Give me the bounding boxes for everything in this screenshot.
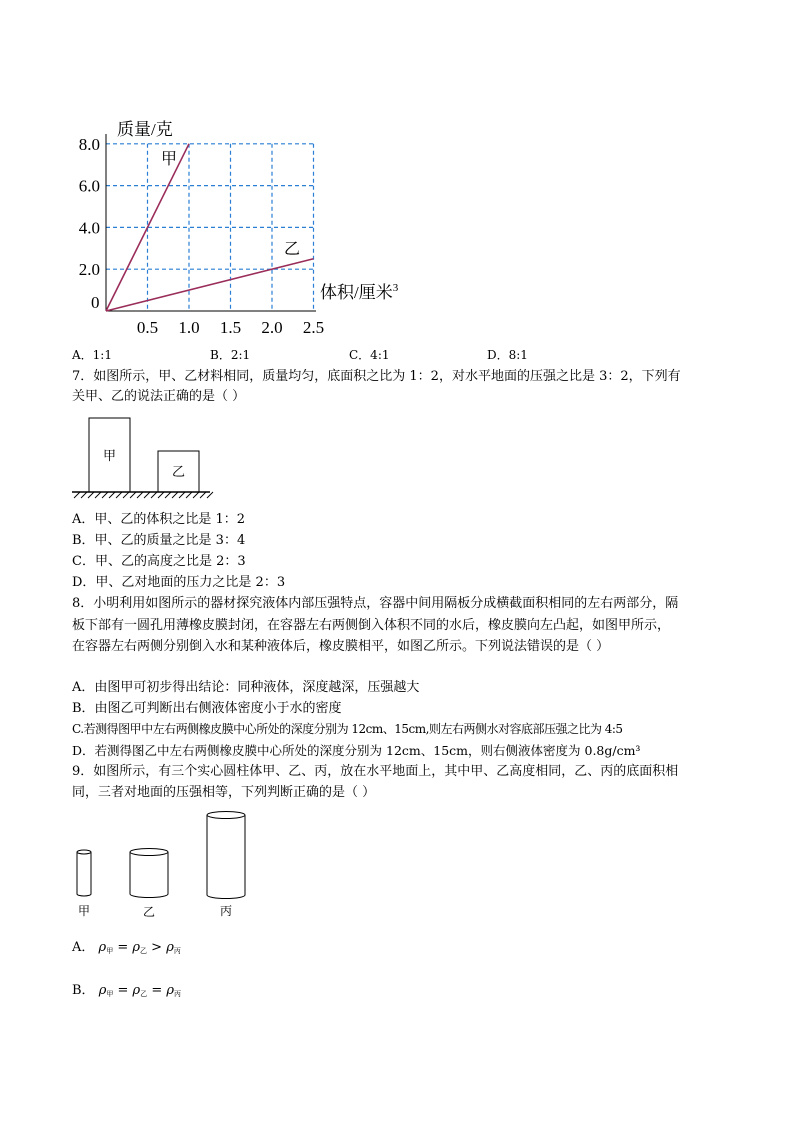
hatch-line bbox=[102, 492, 108, 498]
q8-stem-line3: 在容器左右两侧分别倒入水和某种液体后，橡皮膜相平，如图乙所示。下列说法错误的是（ ） bbox=[72, 639, 610, 654]
hatch-line bbox=[172, 492, 178, 498]
hatch-line bbox=[81, 492, 87, 498]
hatch-line bbox=[186, 492, 192, 498]
q9-figure bbox=[70, 808, 260, 923]
cylinder-bing bbox=[207, 812, 245, 899]
hatch-line bbox=[179, 492, 185, 498]
q6-choice-d[interactable]: D．8:1 bbox=[487, 348, 528, 362]
cylinder-jia bbox=[77, 850, 91, 896]
cylinder-yi-label: 乙 bbox=[143, 905, 156, 919]
cylinder-yi bbox=[130, 849, 168, 898]
hatch-line bbox=[151, 492, 157, 498]
x-tick-label: 1.5 bbox=[219, 318, 242, 337]
x-tick-label: 2.0 bbox=[261, 318, 283, 337]
q7-option-c[interactable]: C．甲、乙的高度之比是 2：3 bbox=[72, 554, 246, 569]
q7-option-b[interactable]: B．甲、乙的质量之比是 3：4 bbox=[72, 533, 246, 548]
hatch-line bbox=[158, 492, 164, 498]
q6-choice-c[interactable]: C．4:1 bbox=[349, 348, 390, 362]
line-yi-label: 乙 bbox=[284, 241, 301, 258]
q8-option-d[interactable]: D．若测得图乙中左右两侧橡皮膜中心所处的深度分别为 12cm、15cm，则右侧液体密度为 0.8g/cm³ bbox=[72, 743, 641, 758]
q8-stem-line1: 8．小明利用如图所示的器材探究液体内部压强特点，容器中间用隔板分成横截面积相同的左右两部分，隔 bbox=[72, 596, 679, 611]
x-tick-label: 2.5 bbox=[302, 318, 325, 337]
mass-volume-graph bbox=[60, 110, 399, 342]
q8-option-b[interactable]: B．由图乙可判断出右侧液体密度小于水的密度 bbox=[72, 701, 342, 716]
block-jia-label: 甲 bbox=[103, 448, 117, 463]
q6-choice-b[interactable]: B．2:1 bbox=[210, 348, 251, 362]
hatch-line bbox=[207, 492, 213, 498]
hatch-line bbox=[109, 492, 115, 498]
hatch-line bbox=[165, 492, 171, 498]
graph-grid bbox=[106, 144, 314, 311]
y-axis-label: 质量/克 bbox=[117, 120, 173, 139]
x-axis-label: 体积/厘米$^3$ bbox=[320, 282, 399, 302]
q6-choice-a[interactable]: A．1:1 bbox=[72, 348, 112, 362]
hatch-line bbox=[200, 492, 206, 498]
hatch-line bbox=[144, 492, 150, 498]
hatch-line bbox=[137, 492, 143, 498]
x-tick-label: 0.5 bbox=[136, 318, 159, 337]
y-tick-label: 2.0 bbox=[78, 260, 100, 280]
q7-figure bbox=[70, 414, 215, 500]
q6-choices bbox=[72, 346, 692, 366]
hatch-line bbox=[193, 492, 199, 498]
x-tick-label: 1.0 bbox=[178, 318, 200, 337]
graph-ticks bbox=[79, 135, 324, 337]
ground-hatching bbox=[74, 492, 213, 498]
q7-stem-line1: 7．如图所示，甲、乙材料相同，质量均匀，底面积之比为 1：2，对水平地面的压强之比是 3：2，下列有 bbox=[72, 369, 681, 384]
q7-option-d[interactable]: D．甲、乙对地面的压力之比是 2：3 bbox=[72, 575, 286, 590]
q8-option-a[interactable]: A．由图甲可初步得出结论：同种液体，深度越深，压强越大 bbox=[72, 680, 420, 695]
q8-option-c[interactable]: C.若测得图甲中左右两侧橡皮膜中心所处的深度分别为 12cm、15cm,则左右两侧水对容底部压强之比为 4:5 bbox=[72, 722, 623, 736]
q9-option-a[interactable]: A． $\rho_甲 = \rho_乙 > \rho_丙$ bbox=[72, 940, 181, 955]
q9-stem-line2: 同，三者对地面的压强相等，下列判断正确的是（ ） bbox=[72, 785, 376, 800]
hatch-line bbox=[95, 492, 101, 498]
hatch-line bbox=[130, 492, 136, 498]
cylinder-bing-label: 丙 bbox=[220, 904, 233, 918]
q9-option-b[interactable]: B． $\rho_甲 = \rho_乙 = \rho_丙$ bbox=[72, 983, 182, 998]
y-tick-label: 8.0 bbox=[78, 134, 100, 154]
y-tick-label: 4.0 bbox=[78, 218, 100, 238]
origin-label: 0 bbox=[91, 293, 100, 312]
hatch-line bbox=[116, 492, 122, 498]
q7-stem-line2: 关甲、乙的说法正确的是（ ） bbox=[72, 389, 246, 404]
y-tick-label: 6.0 bbox=[78, 176, 100, 196]
hatch-line bbox=[74, 492, 80, 498]
hatch-line bbox=[123, 492, 129, 498]
series-line-yi bbox=[106, 259, 314, 311]
q8-stem-line2: 板下部有一圆孔用薄橡皮膜封闭，在容器左右两侧倒入体积不同的水后，橡皮膜向左凸起，如图甲所示， bbox=[72, 618, 671, 633]
q9-stem-line1: 9．如图所示，有三个实心圆柱体甲、乙、丙，放在水平地面上，其中甲、乙高度相同，乙、丙的底面积相 bbox=[72, 764, 679, 779]
q7-option-a[interactable]: A．甲、乙的体积之比是 1：2 bbox=[72, 512, 246, 527]
hatch-line bbox=[88, 492, 94, 498]
block-yi-label: 乙 bbox=[172, 464, 186, 479]
cylinder-jia-label: 甲 bbox=[78, 904, 91, 918]
line-jia-label: 甲 bbox=[161, 151, 178, 168]
